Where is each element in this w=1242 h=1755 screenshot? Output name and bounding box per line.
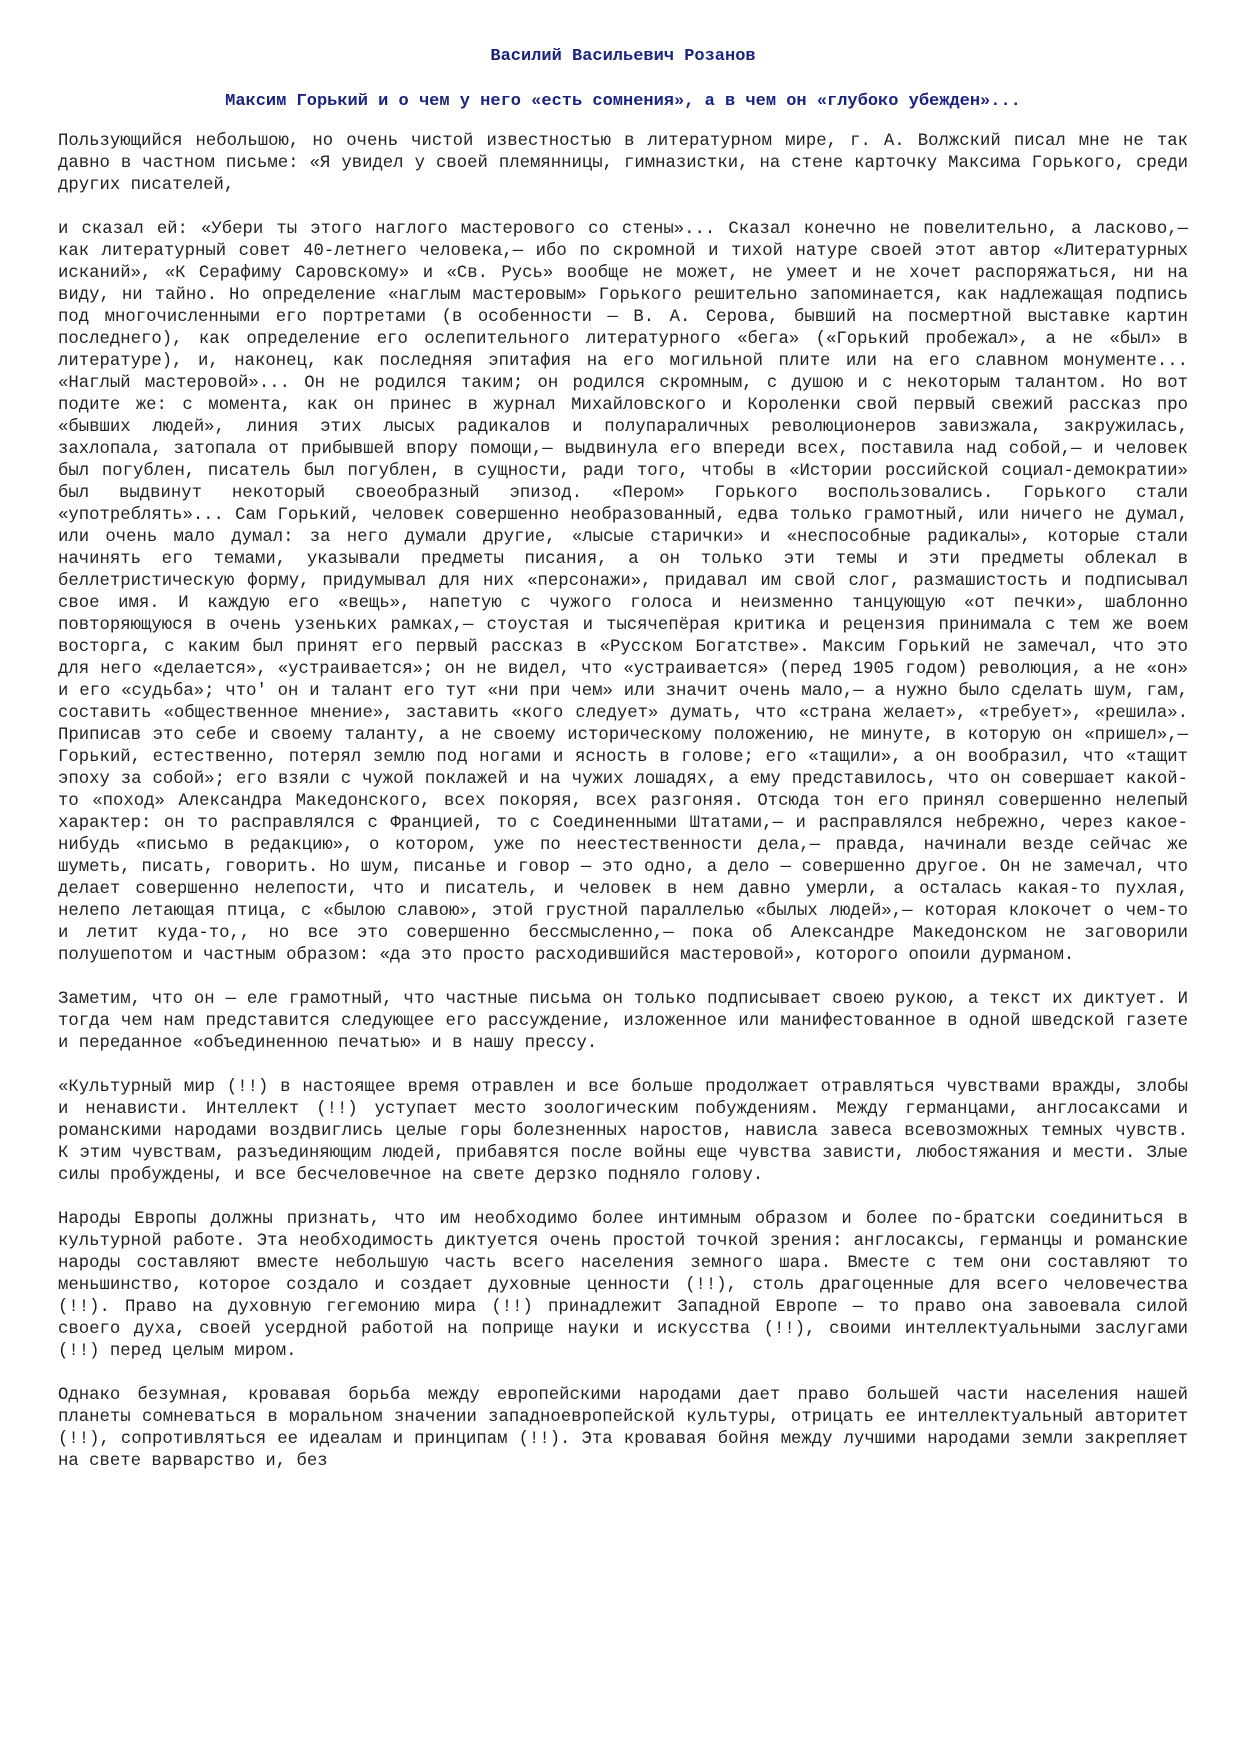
document-title: Максим Горький и о чем у него «есть сомнения», а в чем он «глубоко убежден»...: [225, 92, 1021, 111]
paragraph-3: Заметим, что он — еле грамотный, что частные письма он только подписывает своею рукою, а текст их диктует. И тогда чем нам представится следующее его рассуждение, изложенное или манифестованное в одной шведской газете и переданное «объединенною печатью» и в нашу прессу.: [58, 990, 1188, 1053]
document-body: [58, 131, 1188, 1473]
paragraph-5: Народы Европы должны признать, что им необходимо более интимным образом и более по-братски соединиться в культурной работе. Эта необходимость диктуется очень простой точкой зрения: англосаксы, германцы и романские народы составляют вместе небольшую часть всего населения земного шара. Вместе с тем они составляют то меньшинство, которое создало и создает духовные ценности (!!), столь драгоценные для всего человечества (!!). Право на духовную гегемонию мира (!!) принадлежит Западной Европе — то право она завоевала силой своего духа, своей усердной работой на поприще науки и искусства (!!), своими интеллектуальными заслугами (!!) перед целым миром.: [58, 1210, 1188, 1361]
paragraph-4: «Культурный мир (!!) в настоящее время отравлен и все больше продолжает отравляться чувствами вражды, злобы и ненависти. Интеллект (!!) уступает место зоологическим побуждениям. Между германцами, англосаксами и романскими народами воздвиглись целые горы болезненных наростов, нависла завеса всевозможных темных чувств. К этим чувствам, разъединяющим людей, прибавятся после войны еще чувства зависти, любостяжания и мести. Злые силы пробуждены, и все бесчеловечное на свете дерзко подняло голову.: [58, 1078, 1188, 1185]
paragraph-2: и сказал ей: «Убери ты этого наглого мастерового со стены»... Сказал конечно не повелительно, а ласково,— как литературный совет 40-летнего человека,— ибо по скромной и тихой натуре своей этот автор «Литературных исканий», «К Серафиму Саровскому» и «Св. Русь» вообще не может, не умеет и не хочет распоряжаться, ни на виду, ни тайно. Но определение «наглым мастеровым» Горького решительно запоминается, как надлежащая подпись под многочисленными его портретами (в особенности — В. А. Серова, бывший на посмертной выставке картин последнего), как определение его ослепительного литературного «бега» («Горький пробежал», а не «был» в литературе), и, наконец, как последняя эпитафия на его могильной плите или на его славном монументе... «Наглый мастеровой»... Он не родился таким; он родился скромным, с душою и с некоторым талантом. Но вот подите же: с момента, как он принес в журнал Михайловского и Короленки свой первый свежий рассказ про «бывших людей», линия этих лысых радикалов и полупараличных революционеров завизжала, закружилась, захлопала, затопала от прибывшей впору помощи,— выдвинула его впереди всех, поставила над собой,— и человек был погублен, писатель был погублен, в сущности, ради того, чтобы в «Истории российской социал-демократии» был выдвинут некоторый своеобразный эпизод. «Пером» Горького воспользовались. Горького стали «употреблять»... Сам Горький, человек совершенно необразованный, едва только грамотный, или ничего не думал, или очень мало думал: за него думали другие, «лысые старички» и «неспособные радикалы», которые стали начинять его темами, указывали предметы писания, а он только эти темы и эти предметы облекал в беллетристическую форму, придумывал для них «персонажи», придавал им свой слог, размашистость и подписывал свое имя. И каждую его «вещь», напетую с чужого голоса и неизменно танцующую «от печки», шаблонно повторяющуюся в очень узеньких рамках,— стоустая и тысячепёрая критика и рецензия принимала с тем же воем восторга, с каким был принят его первый рассказ в «Русском Богатстве». Максим Горький не замечал, что это для него «делается», «устраивается»; он не видел, что «устраивается» (перед 1905 годом) революция, а не «он» и его «судьба»; что' он и талант его тут «ни при чем» или значит очень мало,— а нужно было сделать шум, гам, составить «общественное мнение», заставить «кого следует» думать, что «страна желает», «требует», «решила». Приписав это себе и своему таланту, а не своему историческому положению, не минуте, в которую он «пришел»,— Горький, естественно, потерял землю под ногами и ясность в голове; его «тащили», а он вообразил, что «тащит эпоху за собой»; его взяли с чужой поклажей и на чужих лошадях, а ему представилось, что он совершает какой-то «поход» Александра Македонского, всех покоряя, всех разгоняя. Отсюда тон его принял совершенно нелепый характер: он то расправлялся с Францией, то с Соединенными Штатами,— и расправлялся небрежно, через какое-нибудь «письмо в редакцию», о котором, уже по неестественности дела,— правда, начинали везде сейчас же шуметь, писать, говорить. Но шум, писанье и говор — это одно, а дело — совершенно другое. Он не замечал, что делает совершенно нелепости, что и писатель, и человек в нем давно умерли, а осталась какая-то пухлая, нелепо летающая птица, с «былою славою», этой грустной параллелью «былых людей»,— которая клокочет о чем-то и летит куда-то,, но все это совершенно бессмысленно,— пока об Александре Македонском не заговорили полушепотом и частным образом: «да это просто расходившийся мастеровой», которого опоили дурманом.: [58, 220, 1188, 965]
document-page: [58, 40, 1188, 1473]
paragraph-1: Пользующийся небольшою, но очень чистой известностью в литературном мире, г. А. Волжский писал мне не так давно в частном письме: «Я увидел у своей племянницы, гимназистки, на стене карточку Максима Горького, среди других писателей,: [58, 132, 1188, 195]
paragraph-6: Однако безумная, кровавая борьба между европейскими народами дает право большей части населения нашей планеты сомневаться в моральном значении западноевропейской культуры, отрицать ее интеллектуальный авторитет (!!), сопротивляться ее идеалам и принципам (!!). Эта кровавая бойня между лучшими народами земли закрепляет на свете варварство и, без: [58, 1386, 1188, 1471]
author-heading: Василий Васильевич Розанов: [490, 47, 756, 66]
